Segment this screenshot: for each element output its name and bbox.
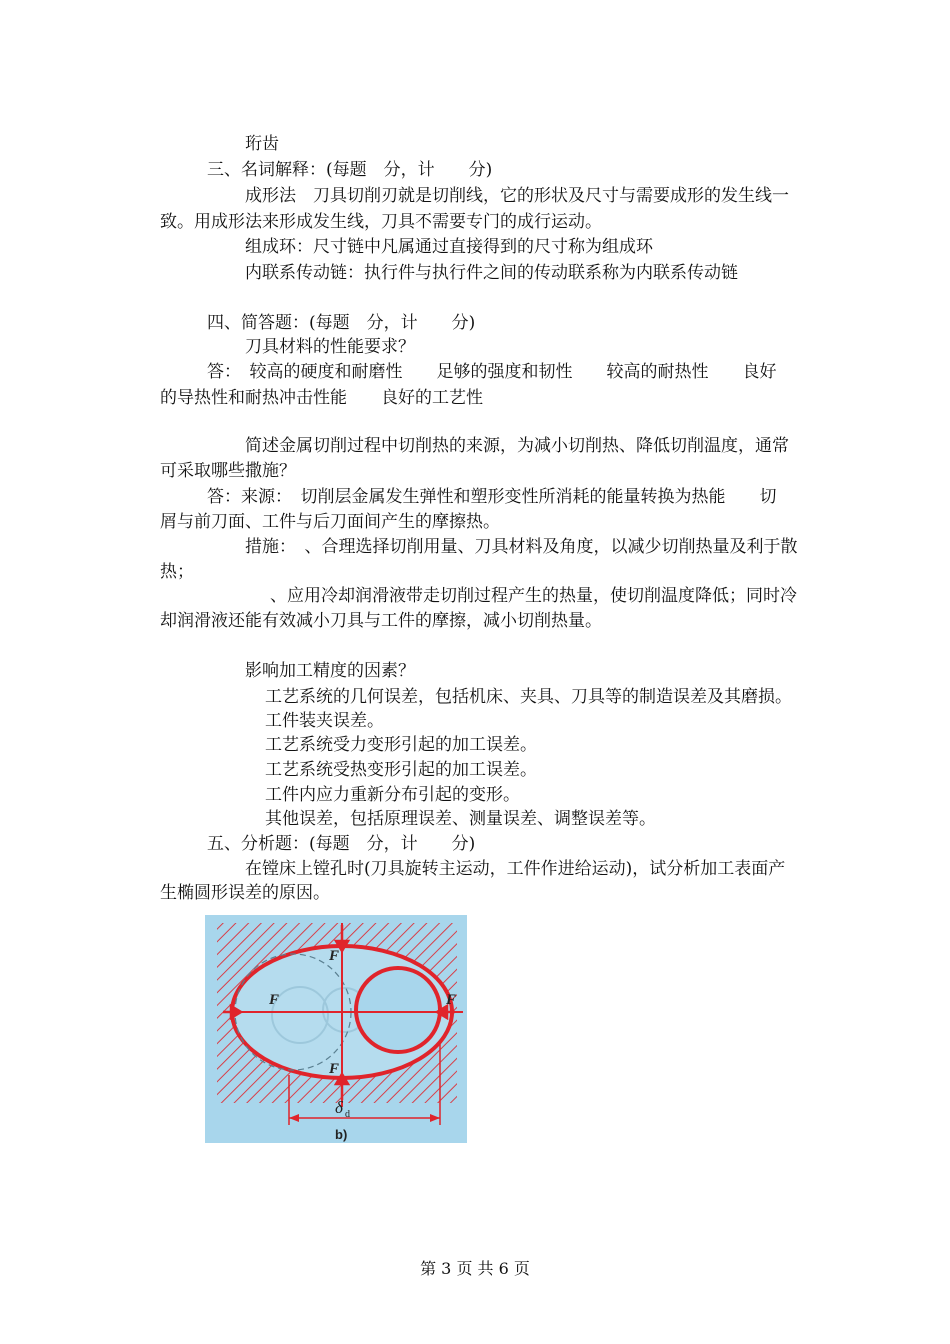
delta-label: δ [335,1098,343,1117]
section-heading-5: 五、分析题：(每题 分，计 分) [207,834,476,854]
answer-line: 屑与前刀面、工件与后刀面间产生的摩擦热。 [160,512,500,532]
list-item: 工件装夹误差。 [265,711,384,731]
answer-line: 答： 较高的硬度和耐磨性 足够的强度和韧性 较高的耐热性 良好 [207,362,777,382]
answer-line: 却润滑液还能有效减小刀具与工件的摩擦，减小切削热量。 [160,611,602,631]
dim-arrow-right [430,1114,440,1122]
list-item: 工件内应力重新分布引起的变形。 [265,785,520,805]
list-item: 工艺系统的几何误差，包括机床、夹具、刀具等的制造误差及其磨损。 [265,687,792,707]
boring-error-figure [205,915,467,1143]
question: 简述金属切削过程中切削热的来源，为减小切削热、降低切削温度，通常 [245,436,789,456]
force-label-left: F [269,992,280,1008]
text-line: 成形法 刀具切削刃就是切削线，它的形状及尺寸与需要成形的发生线一 [245,186,789,206]
answer-line: 、应用冷却润滑液带走切削过程产生的热量，使切削温度降低；同时冷 [270,586,797,606]
delta-subscript: d [345,1109,350,1120]
dim-arrow-left [289,1114,299,1122]
question: 生椭圆形误差的原因。 [160,883,330,903]
list-item: 工艺系统受热变形引起的加工误差。 [265,760,537,780]
force-label-bottom: F [329,1061,340,1077]
answer-line: 措施： 、合理选择切削用量、刀具材料及角度，以减少切削热量及利于散 [245,537,798,557]
answer-line: 答：来源： 切削层金属发生弹性和塑形变性所消耗的能量转换为热能 切 [207,487,777,507]
force-label-top: F [329,948,340,964]
question: 影响加工精度的因素？ [245,661,415,681]
text-line: 致。用成形法来形成发生线，刀具不需要专门的成行运动。 [160,212,602,232]
force-label-right: F [446,992,457,1008]
section-heading-3: 三、名词解释：(每题 分，计 分) [207,160,493,180]
list-item: 工艺系统受力变形引起的加工误差。 [265,735,537,755]
text-line: 珩齿 [245,134,279,154]
answer-line: 热； [160,562,194,582]
figure-drawing [205,915,467,1143]
boring-bar-circle [356,968,440,1052]
answer-line: 的导热性和耐热冲击性能 良好的工艺性 [160,388,483,408]
question: 可采取哪些撒施？ [160,461,296,481]
page-footer: 第 3 页 共 6 页 [420,1259,530,1278]
text-line: 组成环：尺寸链中凡属通过直接得到的尺寸称为组成环 [245,237,653,257]
section-heading-4: 四、简答题：(每题 分，计 分) [207,313,476,333]
figure-caption: b) [335,1127,348,1142]
list-item: 其他误差，包括原理误差、测量误差、调整误差等。 [265,809,656,829]
question: 刀具材料的性能要求？ [245,337,415,357]
text-line: 内联系传动链：执行件与执行件之间的传动联系称为内联系传动链 [245,263,738,283]
question: 在镗床上镗孔时(刀具旋转主运动，工件作进给运动)，试分析加工表面产 [245,859,786,879]
